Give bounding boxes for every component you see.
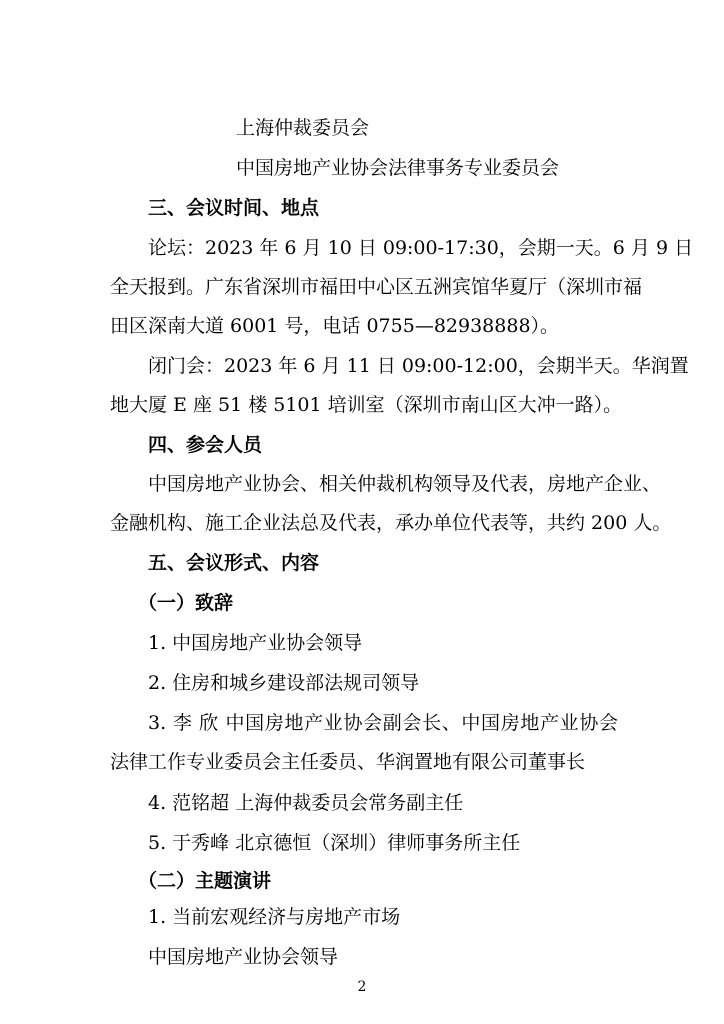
- subsection-heading: （一）致辞: [138, 592, 234, 614]
- list-item-continuation: 法律工作专业委员会主任委员、华润置地有限公司董事长: [110, 751, 586, 773]
- subsection-heading: （二）主题演讲: [138, 870, 272, 892]
- organizer-line: 上海仲裁委员会: [236, 117, 370, 139]
- paragraph-line: 全天报到。广东省深圳市福田中心区五洲宾馆华夏厅（深圳市福: [110, 276, 643, 298]
- paragraph-line: 田区深南大道 6001 号，电话 0755—82938888）。: [110, 315, 560, 337]
- paragraph-line: 闭门会：2023 年 6 月 11 日 09:00-12:00，会期半天。华润置: [148, 355, 689, 377]
- list-item: 3. 李 欣 中国房地产业协会副会长、中国房地产业协会: [148, 712, 618, 734]
- section-heading: 五、会议形式、内容: [148, 552, 320, 574]
- list-item: 1. 当前宏观经济与房地产市场: [148, 906, 401, 928]
- list-item: 1. 中国房地产业协会领导: [148, 632, 363, 654]
- paragraph-line: 论坛：2023 年 6 月 10 日 09:00-17:30，会期一天。6 月 9 日: [148, 237, 694, 259]
- paragraph-line: 金融机构、施工企业法总及代表，承办单位代表等，共约 200 人。: [110, 512, 672, 534]
- list-item: 5. 于秀峰 北京德恒（深圳）律师事务所主任: [148, 832, 521, 854]
- list-item: 2. 住房和城乡建设部法规司领导: [148, 672, 420, 694]
- page-number: 2: [357, 979, 367, 995]
- section-heading: 三、会议时间、地点: [148, 197, 320, 219]
- section-heading: 四、参会人员: [148, 434, 263, 456]
- paragraph-line: 中国房地产业协会、相关仲裁机构领导及代表，房地产企业、: [148, 473, 662, 495]
- paragraph-line: 中国房地产业协会领导: [148, 946, 339, 968]
- list-item: 4. 范铭超 上海仲裁委员会常务副主任: [148, 792, 464, 814]
- paragraph-line: 地大厦 E 座 51 楼 5101 培训室（深圳市南山区大冲一路）。: [110, 394, 623, 416]
- organizer-line: 中国房地产业协会法律事务专业委员会: [236, 157, 560, 179]
